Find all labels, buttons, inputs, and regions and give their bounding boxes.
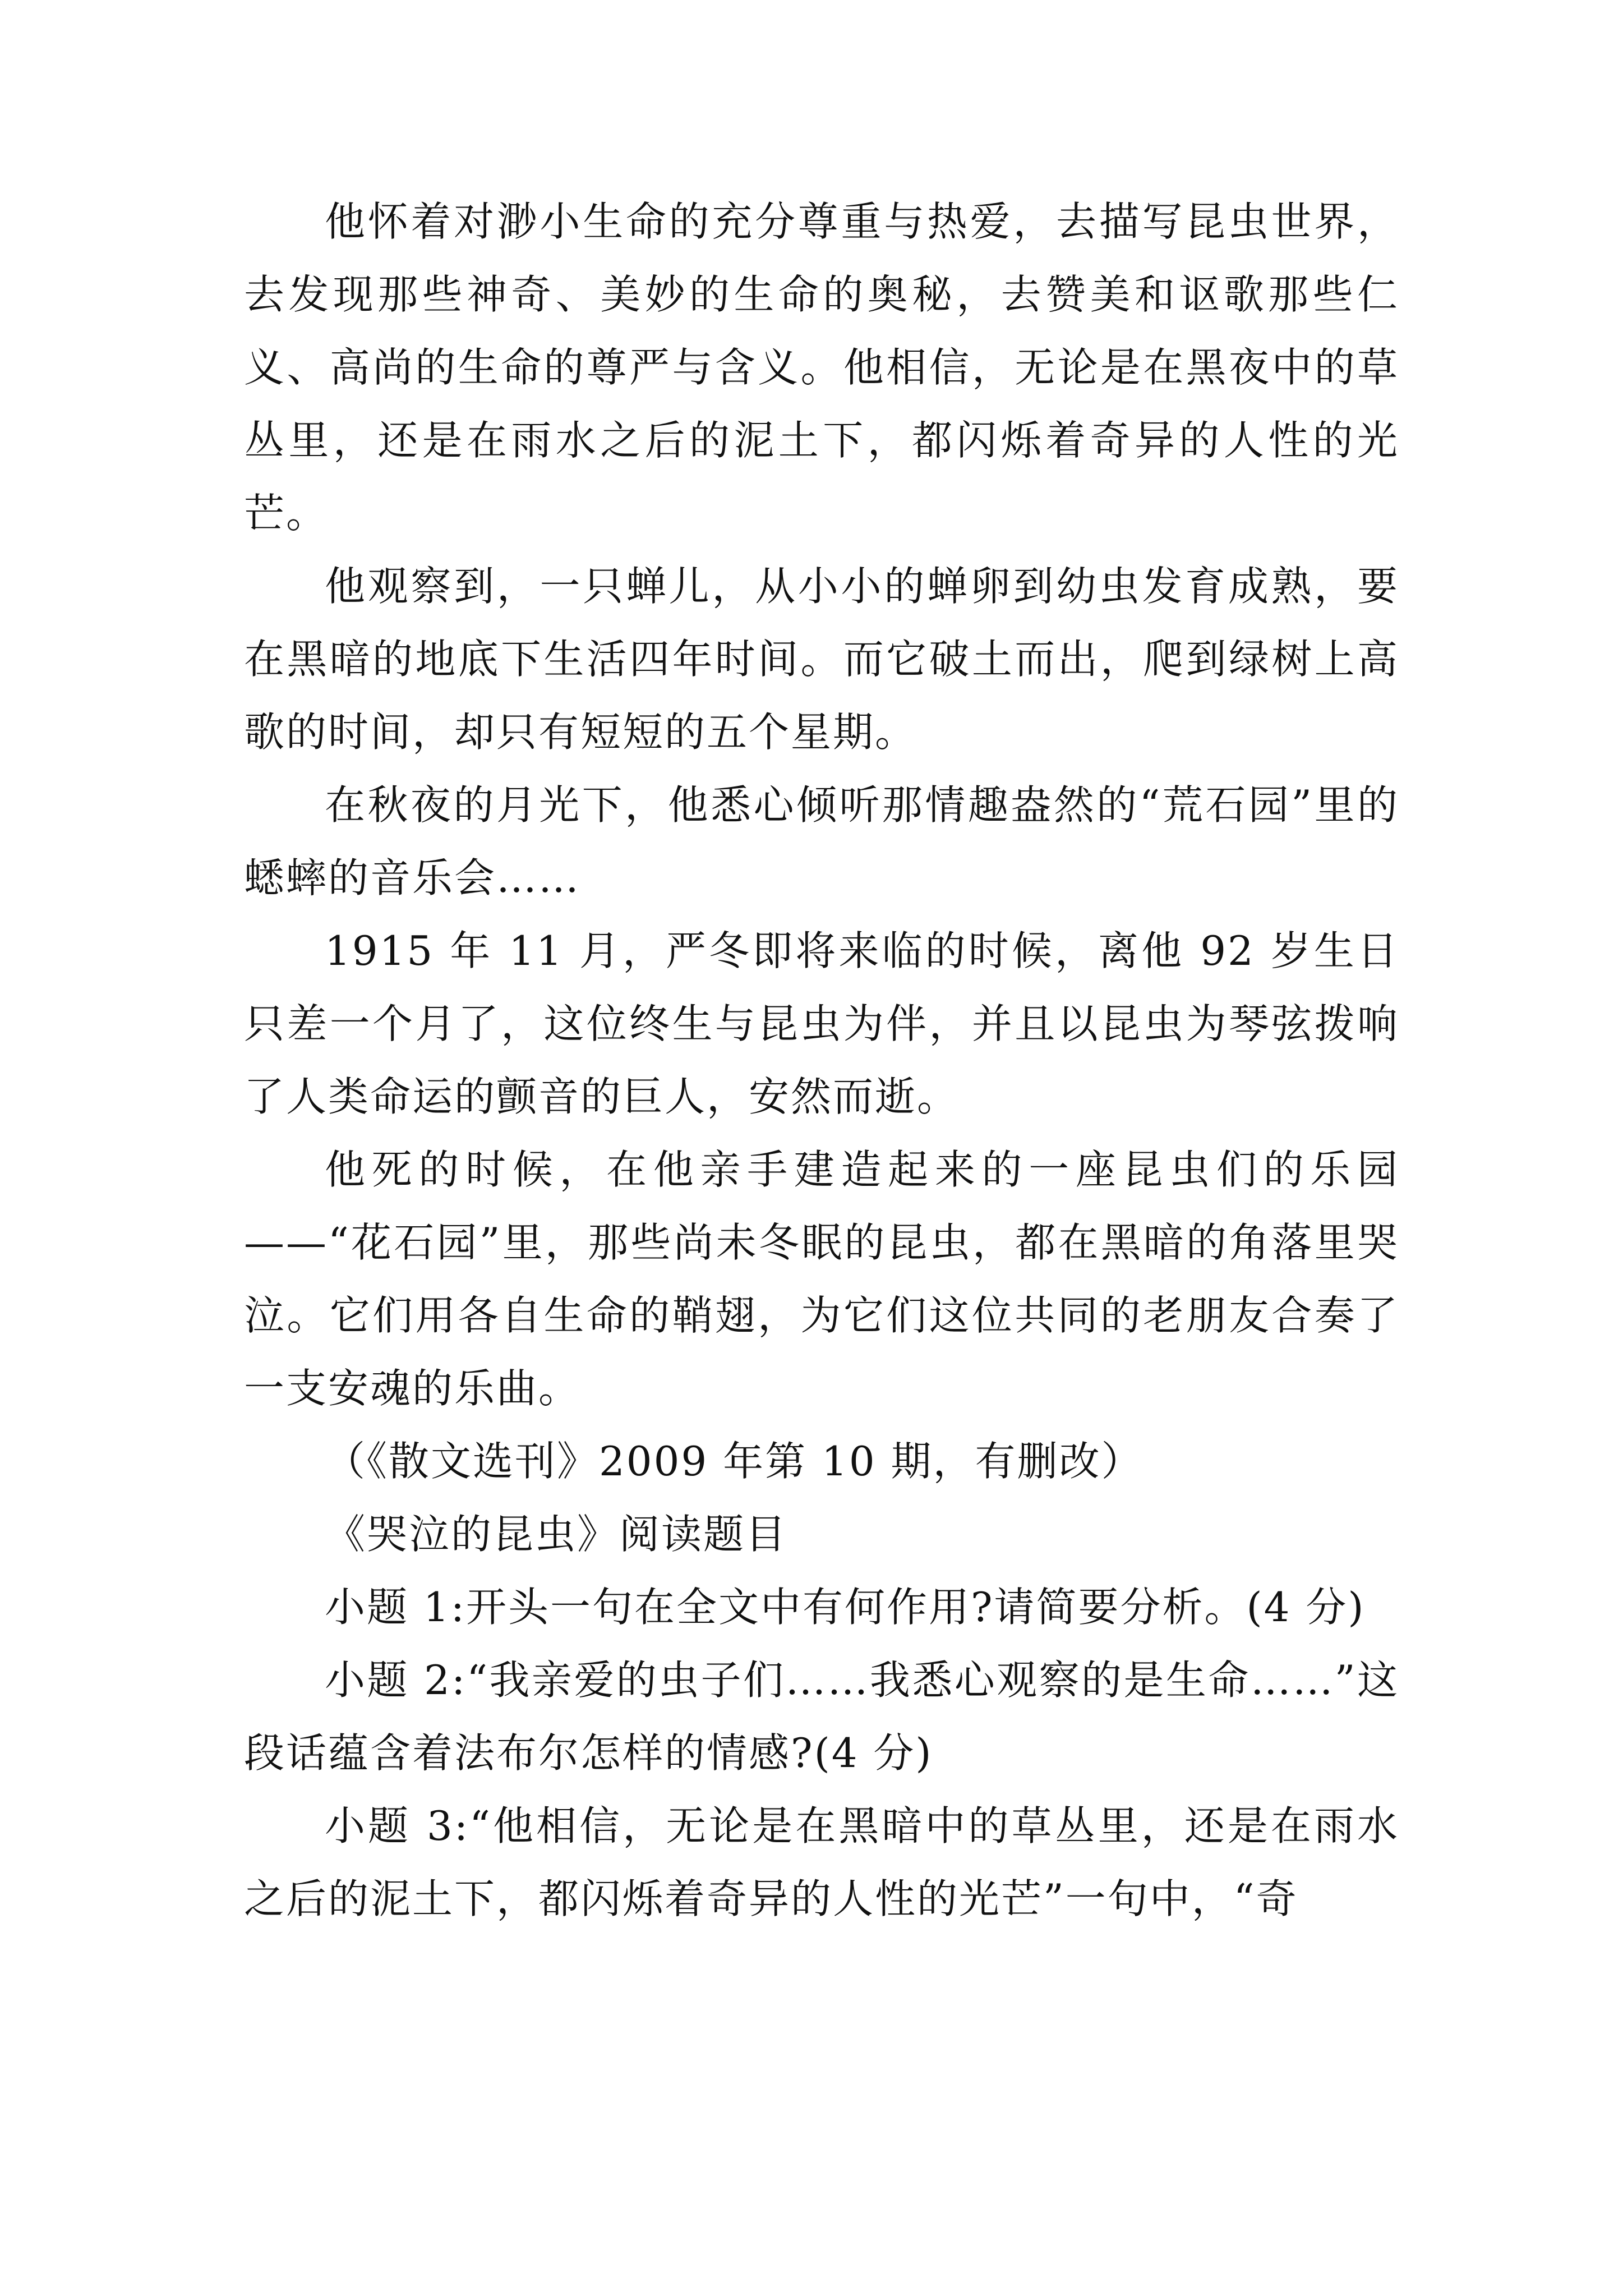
questions-heading: 《哭泣的昆虫》阅读题目 [325,1511,788,1558]
paragraph-death-1915: 1915 年 11 月，严冬即将来临的时候，离他 92 岁生日只差一个月了，这位终生与昆虫为伴，并且以昆虫为琴弦拨响了人类命运的颤音的巨人，安然而逝。 [244,927,1399,1120]
paragraph-respect-for-life: 他怀着对渺小生命的充分尊重与热爱，去描写昆虫世界，去发现那些神奇、美妙的生命的奥秘，去赞美和讴歌那些仁义、高尚的生命的尊严与含义。他相信，无论是在黑夜中的草丛里，还是在雨水之后的泥土下，都闪烁着奇异的人性的光芒。 [244,198,1399,537]
question-2: 小题 2:“我亲爱的虫子们……我悉心观察的是生命……”这段话蕴含着法布尔怎样的情感?(4 分) [244,1657,1399,1777]
article-body [244,185,1399,1935]
question-1: 小题 1:开头一句在全文中有何作用?请简要分析。(4 分) [325,1584,1366,1631]
paragraph-insects-weeping: 他死的时候，在他亲手建造起来的一座昆虫们的乐园——“花石园”里，那些尚未冬眠的昆虫，都在黑暗的角落里哭泣。它们用各自生命的鞘翅，为它们这位共同的老朋友合奏了一支安魂的乐曲。 [244,1146,1399,1412]
paragraph-cicada: 他观察到，一只蝉儿，从小小的蝉卵到幼虫发育成熟，要在黑暗的地底下生活四年时间。而它破土而出，爬到绿树上高歌的时间，却只有短短的五个星期。 [244,563,1399,756]
question-3: 小题 3:“他相信，无论是在黑暗中的草丛里，还是在雨水之后的泥土下，都闪烁着奇异的人性的光芒”一句中，“奇 [244,1802,1399,1922]
paragraph-cricket-concert: 在秋夜的月光下，他悉心倾听那情趣盎然的“荒石园”里的蟋蟀的音乐会…… [244,781,1399,901]
source-citation: （《散文选刊》2009 年第 10 期，有删改） [325,1438,1144,1485]
